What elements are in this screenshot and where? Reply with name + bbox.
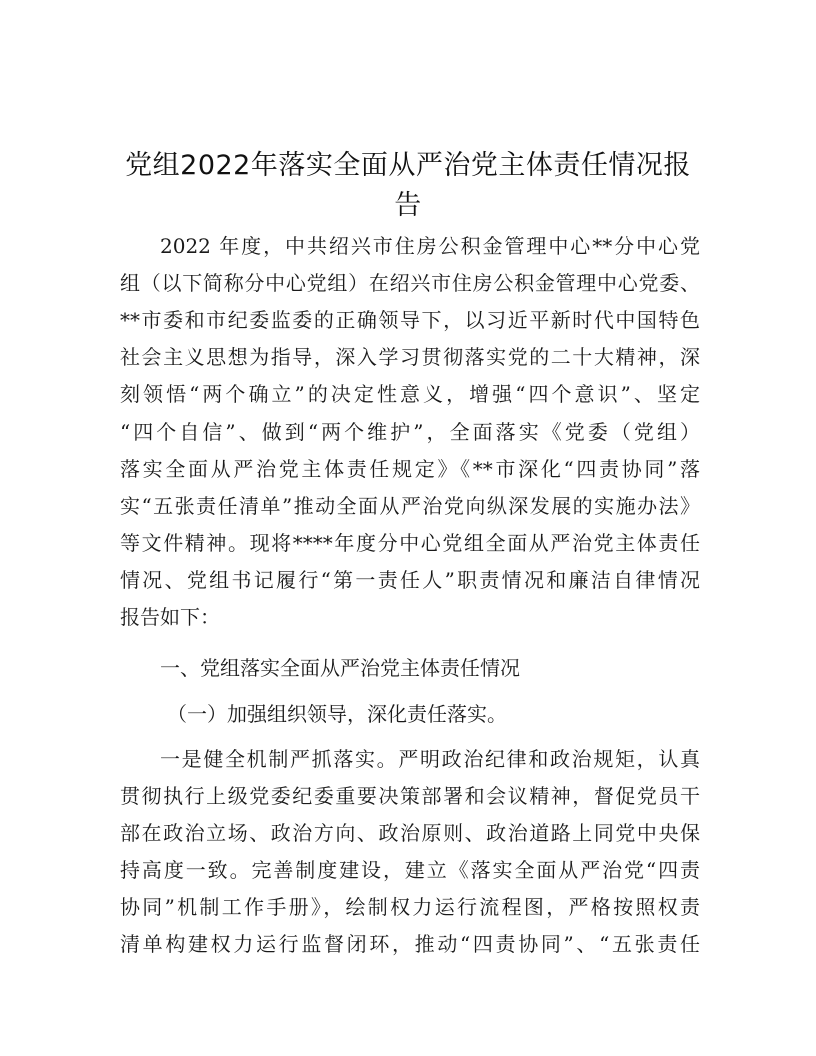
paragraph-line: 持高度一致。完善制度建设，建立《落实全面从严治党“四责 bbox=[120, 858, 700, 882]
paragraph-line: 刻领悟“两个确立”的决定性意义，增强“四个意识”、坚定 bbox=[120, 382, 700, 406]
paragraph-line: **市委和市纪委监委的正确领导下，以习近平新时代中国特色 bbox=[120, 308, 700, 332]
document-title-line-1: 党组2022年落实全面从严治党主体责任情况报 bbox=[125, 150, 691, 181]
paragraph-line: 实“五张责任清单”推动全面从严治党向纵深发展的实施办法》 bbox=[120, 494, 700, 518]
paragraph-line: 落实全面从严治党主体责任规定》《**市深化“四责协同”落 bbox=[120, 457, 700, 481]
paragraph-line: 2022 年度，中共绍兴市住房公积金管理中心**分中心党 bbox=[160, 234, 700, 258]
paragraph-line: 组（以下简称分中心党组）在绍兴市住房公积金管理中心党委、 bbox=[120, 271, 700, 295]
paragraph-line: 清单构建权力运行监督闭环，推动“四责协同”、“五张责任 bbox=[120, 932, 700, 956]
paragraph-line: 贯彻执行上级党委纪委重要决策部署和会议精神，督促党员干 bbox=[120, 784, 700, 808]
paragraph-line: 报告如下： bbox=[120, 605, 220, 629]
paragraph-line: 情况、党组书记履行“第一责任人”职责情况和廉洁自律情况 bbox=[120, 568, 700, 592]
paragraph-line: 协同”机制工作手册》，绘制权力运行流程图，严格按照权责 bbox=[120, 895, 700, 919]
paragraph-line: 部在政治立场、政治方向、政治原则、政治道路上同党中央保 bbox=[120, 821, 700, 845]
paragraph-line: 社会主义思想为指导，深入学习贯彻落实党的二十大精神，深 bbox=[120, 345, 700, 369]
paragraph-line: 等文件精神。现将****年度分中心党组全面从严治党主体责任 bbox=[120, 531, 700, 555]
paragraph-line: “四个自信”、做到“两个维护”，全面落实《党委（党组） bbox=[120, 420, 700, 444]
section-heading: 一、党组落实全面从严治党主体责任情况 bbox=[160, 656, 520, 680]
paragraph-line: 一是健全机制严抓落实。严明政治纪律和政治规矩，认真 bbox=[160, 747, 700, 771]
subsection-heading: （一）加强组织领导，深化责任落实。 bbox=[167, 702, 507, 726]
document-title-line-2: 告 bbox=[394, 190, 422, 221]
